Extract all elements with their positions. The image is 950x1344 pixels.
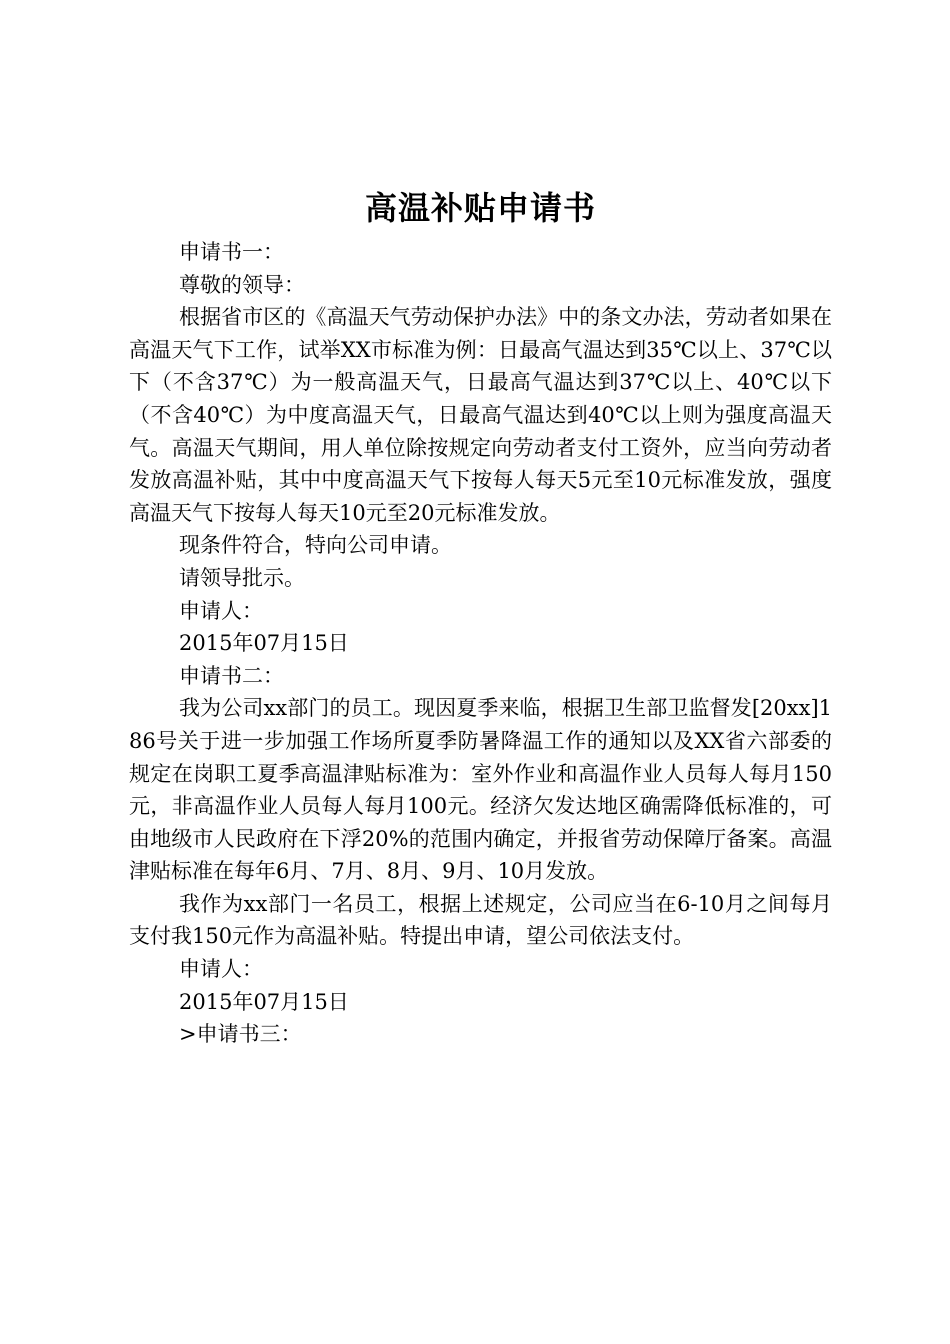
section-heading-1: 申请书一： bbox=[179, 240, 284, 264]
body-paragraph: 请领导批示。 bbox=[179, 565, 305, 590]
date-line: 2015年07月15日 bbox=[179, 631, 349, 656]
applicant-label: 申请人： bbox=[179, 598, 263, 623]
document-title: 高温补贴申请书 bbox=[364, 189, 596, 227]
body-paragraph: 我作为xx部门一名员工，根据上述规定，公司应当在6-10月之间每月支付我150元作为高温补贴。特提出申请，望公司依法支付。 bbox=[129, 891, 832, 949]
date-line: 2015年07月15日 bbox=[179, 989, 349, 1014]
salutation: 尊敬的领导： bbox=[179, 272, 305, 297]
section-heading-3: >申请书三： bbox=[179, 1022, 302, 1047]
body-paragraph: 根据省市区的《高温天气劳动保护办法》中的条文办法，劳动者如果在高温天气下工作，试举XX市标准为例：日最高气温达到35℃以上、37℃以下（不含37℃）为一般高温天气，日最高气温达到37℃以上、40℃以下（不含40℃）为中度高温天气，日最高气温达到40℃以上则为强度高温天气。高温天气期间，用人单位除按规定向劳动者支付工资外，应当向劳动者发放高温补贴，其中中度高温天气下按每人每天5元至10元标准发放，强度高温天气下按每人每天10元至20元标准发放。 bbox=[129, 305, 832, 525]
body-paragraph: 我为公司xx部门的员工。现因夏季来临，根据卫生部卫监督发[20xx]186号关于进一步加强工作场所夏季防暑降温工作的通知以及XX省六部委的规定在岗职工夏季高温津贴标准为：室外作业和高温作业人员每人每月150元，非高温作业人员每人每月100元。经济欠发达地区确需降低标准的，可由地级市人民政府在下浮20%的范围内确定，并报省劳动保障厅备案。高温津贴标准在每年6月、7月、8月、9月、10月发放。 bbox=[129, 696, 832, 884]
section-heading-2: 申请书二： bbox=[179, 663, 284, 688]
body-paragraph: 现条件符合，特向公司申请。 bbox=[179, 533, 452, 558]
applicant-label: 申请人： bbox=[179, 957, 263, 982]
document-body bbox=[129, 236, 832, 1051]
